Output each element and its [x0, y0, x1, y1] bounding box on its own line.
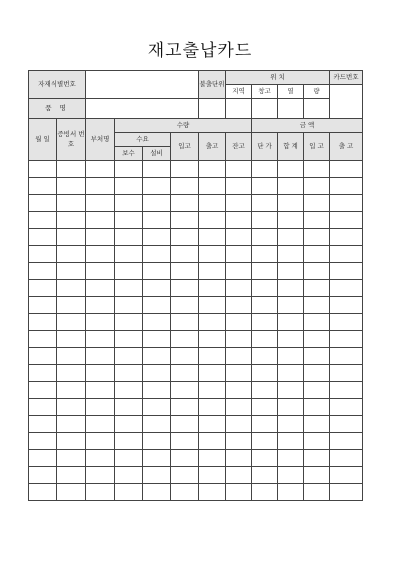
receipt-cell[interactable]: [171, 348, 199, 365]
receipt-cell[interactable]: [171, 450, 199, 467]
supplement-cell[interactable]: [115, 280, 143, 297]
ledger-row: [29, 229, 363, 246]
voucher-cell[interactable]: [57, 399, 86, 416]
ledger-row: [29, 178, 363, 195]
supplement-cell[interactable]: [115, 416, 143, 433]
amount-issue-label: 출 고: [330, 133, 363, 161]
ledger-row: [29, 365, 363, 382]
column-label: 열: [278, 85, 304, 99]
supplement-cell[interactable]: [115, 399, 143, 416]
region-field[interactable]: [226, 99, 252, 119]
stock-cell[interactable]: [226, 416, 252, 433]
date-cell[interactable]: [29, 314, 57, 331]
unit-price-cell[interactable]: [252, 450, 278, 467]
id-number-label: 자재식별번호: [29, 71, 86, 99]
date-cell[interactable]: [29, 297, 57, 314]
unit-price-cell[interactable]: [252, 365, 278, 382]
amount-issue-cell[interactable]: [330, 433, 363, 450]
amount-receipt-cell[interactable]: [304, 280, 330, 297]
date-label: 월 일: [29, 119, 57, 161]
voucher-cell[interactable]: [57, 331, 86, 348]
unit-price-cell[interactable]: [252, 314, 278, 331]
amount-receipt-cell[interactable]: [304, 229, 330, 246]
department-cell[interactable]: [86, 246, 115, 263]
receipt-cell[interactable]: [171, 229, 199, 246]
receipt-cell[interactable]: [171, 263, 199, 280]
department-cell[interactable]: [86, 178, 115, 195]
equipment-cell[interactable]: [143, 161, 171, 178]
ledger-row: [29, 212, 363, 229]
department-label: 부처명: [86, 119, 115, 161]
unit-price-cell[interactable]: [252, 416, 278, 433]
amount-receipt-cell[interactable]: [304, 331, 330, 348]
ledger-row: [29, 195, 363, 212]
amount-receipt-cell[interactable]: [304, 297, 330, 314]
amount-receipt-cell[interactable]: [304, 314, 330, 331]
date-cell[interactable]: [29, 212, 57, 229]
unit-price-cell[interactable]: [252, 212, 278, 229]
amount-issue-cell[interactable]: [330, 229, 363, 246]
department-cell[interactable]: [86, 348, 115, 365]
department-cell[interactable]: [86, 331, 115, 348]
total-cell[interactable]: [278, 331, 304, 348]
amount-receipt-cell[interactable]: [304, 161, 330, 178]
amount-issue-cell[interactable]: [330, 161, 363, 178]
stock-cell[interactable]: [226, 178, 252, 195]
department-cell[interactable]: [86, 382, 115, 399]
department-cell[interactable]: [86, 433, 115, 450]
date-cell[interactable]: [29, 246, 57, 263]
supplement-cell[interactable]: [115, 331, 143, 348]
supplement-label: 보수: [115, 147, 143, 161]
stock-cell[interactable]: [226, 450, 252, 467]
amount-issue-cell[interactable]: [330, 263, 363, 280]
unit-price-label: 단 가: [252, 133, 278, 161]
voucher-cell[interactable]: [57, 178, 86, 195]
supplement-cell[interactable]: [115, 297, 143, 314]
stock-cell[interactable]: [226, 365, 252, 382]
supplement-cell[interactable]: [115, 161, 143, 178]
amount-receipt-cell[interactable]: [304, 399, 330, 416]
issue-cell[interactable]: [199, 399, 226, 416]
stock-cell[interactable]: [226, 161, 252, 178]
amount-issue-cell[interactable]: [330, 178, 363, 195]
card-number-label: 카드번호: [330, 71, 363, 85]
equipment-cell[interactable]: [143, 467, 171, 484]
unit-price-cell[interactable]: [252, 280, 278, 297]
issue-label: 출고: [199, 133, 226, 161]
warehouse-field[interactable]: [252, 99, 278, 119]
department-cell[interactable]: [86, 467, 115, 484]
total-cell[interactable]: [278, 416, 304, 433]
ledger-row: [29, 280, 363, 297]
date-cell[interactable]: [29, 195, 57, 212]
issue-cell[interactable]: [199, 433, 226, 450]
issue-cell[interactable]: [199, 263, 226, 280]
date-cell[interactable]: [29, 467, 57, 484]
total-cell[interactable]: [278, 229, 304, 246]
id-number-field[interactable]: [86, 71, 199, 99]
department-cell[interactable]: [86, 161, 115, 178]
total-cell[interactable]: [278, 314, 304, 331]
department-cell[interactable]: [86, 212, 115, 229]
unit-price-cell[interactable]: [252, 178, 278, 195]
total-cell[interactable]: [278, 348, 304, 365]
issue-cell[interactable]: [199, 450, 226, 467]
amount-receipt-cell[interactable]: [304, 416, 330, 433]
equipment-cell[interactable]: [143, 314, 171, 331]
supplement-cell[interactable]: [115, 229, 143, 246]
department-cell[interactable]: [86, 229, 115, 246]
amount-issue-cell[interactable]: [330, 399, 363, 416]
supplement-cell[interactable]: [115, 246, 143, 263]
amount-receipt-cell[interactable]: [304, 450, 330, 467]
receipt-cell[interactable]: [171, 416, 199, 433]
equipment-label: 설비: [143, 147, 171, 161]
amount-issue-cell[interactable]: [330, 348, 363, 365]
equipment-cell[interactable]: [143, 365, 171, 382]
equipment-cell[interactable]: [143, 297, 171, 314]
supplement-cell[interactable]: [115, 484, 143, 501]
column-field[interactable]: [278, 99, 304, 119]
equipment-cell[interactable]: [143, 484, 171, 501]
amount-receipt-cell[interactable]: [304, 348, 330, 365]
total-cell[interactable]: [278, 382, 304, 399]
amount-receipt-cell[interactable]: [304, 263, 330, 280]
amount-issue-cell[interactable]: [330, 246, 363, 263]
amount-receipt-cell[interactable]: [304, 212, 330, 229]
unit-price-cell[interactable]: [252, 348, 278, 365]
amount-receipt-cell[interactable]: [304, 467, 330, 484]
amount-group-label: 금 액: [252, 119, 363, 133]
stock-cell[interactable]: [226, 229, 252, 246]
amount-issue-cell[interactable]: [330, 382, 363, 399]
date-cell[interactable]: [29, 382, 57, 399]
issue-cell[interactable]: [199, 365, 226, 382]
date-cell[interactable]: [29, 229, 57, 246]
voucher-cell[interactable]: [57, 484, 86, 501]
unit-price-cell[interactable]: [252, 433, 278, 450]
amount-receipt-cell[interactable]: [304, 484, 330, 501]
receipt-cell[interactable]: [171, 484, 199, 501]
total-cell[interactable]: [278, 399, 304, 416]
equipment-cell[interactable]: [143, 280, 171, 297]
issue-cell[interactable]: [199, 348, 226, 365]
stock-cell[interactable]: [226, 467, 252, 484]
location-label: 위 치: [226, 71, 330, 85]
ledger-row: [29, 331, 363, 348]
demand-label: 수요: [115, 133, 171, 147]
equipment-cell[interactable]: [143, 433, 171, 450]
amount-issue-cell[interactable]: [330, 331, 363, 348]
receipt-cell[interactable]: [171, 399, 199, 416]
issue-cell[interactable]: [199, 229, 226, 246]
issue-cell[interactable]: [199, 212, 226, 229]
total-cell[interactable]: [278, 212, 304, 229]
amount-issue-cell[interactable]: [330, 450, 363, 467]
equipment-cell[interactable]: [143, 382, 171, 399]
amount-receipt-cell[interactable]: [304, 178, 330, 195]
unit-price-cell[interactable]: [252, 246, 278, 263]
total-cell[interactable]: [278, 365, 304, 382]
department-cell[interactable]: [86, 399, 115, 416]
stock-cell[interactable]: [226, 297, 252, 314]
ledger-row: [29, 314, 363, 331]
date-cell[interactable]: [29, 161, 57, 178]
voucher-cell[interactable]: [57, 229, 86, 246]
tier-field[interactable]: [304, 99, 330, 119]
total-cell[interactable]: [278, 280, 304, 297]
unit-price-cell[interactable]: [252, 382, 278, 399]
amount-receipt-label: 입 고: [304, 133, 330, 161]
supplement-cell[interactable]: [115, 467, 143, 484]
issue-cell[interactable]: [199, 195, 226, 212]
amount-issue-cell[interactable]: [330, 195, 363, 212]
amount-issue-cell[interactable]: [330, 212, 363, 229]
voucher-cell[interactable]: [57, 467, 86, 484]
stock-cell[interactable]: [226, 399, 252, 416]
receipt-cell[interactable]: [171, 246, 199, 263]
region-label: 지역: [226, 85, 252, 99]
warehouse-label: 창고: [252, 85, 278, 99]
issue-cell[interactable]: [199, 416, 226, 433]
unit-price-cell[interactable]: [252, 484, 278, 501]
issue-cell[interactable]: [199, 297, 226, 314]
ledger-row: [29, 161, 363, 178]
unit-price-cell[interactable]: [252, 297, 278, 314]
ledger-row: [29, 382, 363, 399]
voucher-cell[interactable]: [57, 195, 86, 212]
voucher-cell[interactable]: [57, 263, 86, 280]
issue-cell[interactable]: [199, 314, 226, 331]
voucher-cell[interactable]: [57, 314, 86, 331]
department-cell[interactable]: [86, 484, 115, 501]
amount-issue-cell[interactable]: [330, 314, 363, 331]
date-cell[interactable]: [29, 263, 57, 280]
voucher-cell[interactable]: [57, 365, 86, 382]
stock-cell[interactable]: [226, 212, 252, 229]
stock-cell[interactable]: [226, 433, 252, 450]
ledger-row: [29, 467, 363, 484]
unit-price-cell[interactable]: [252, 195, 278, 212]
receipt-cell[interactable]: [171, 365, 199, 382]
issue-cell[interactable]: [199, 178, 226, 195]
stock-cell[interactable]: [226, 382, 252, 399]
date-cell[interactable]: [29, 280, 57, 297]
amount-receipt-cell[interactable]: [304, 195, 330, 212]
ledger-row: [29, 246, 363, 263]
total-cell[interactable]: [278, 484, 304, 501]
ledger-row: [29, 450, 363, 467]
quantity-group-label: 수량: [115, 119, 252, 133]
unit-price-cell[interactable]: [252, 467, 278, 484]
total-cell[interactable]: [278, 195, 304, 212]
department-cell[interactable]: [86, 297, 115, 314]
unit-price-cell[interactable]: [252, 399, 278, 416]
receipt-cell[interactable]: [171, 314, 199, 331]
stock-cell[interactable]: [226, 195, 252, 212]
voucher-cell[interactable]: [57, 280, 86, 297]
issue-cell[interactable]: [199, 382, 226, 399]
voucher-cell[interactable]: [57, 433, 86, 450]
supplement-cell[interactable]: [115, 195, 143, 212]
department-cell[interactable]: [86, 450, 115, 467]
date-cell[interactable]: [29, 365, 57, 382]
unit-label: 불출단위: [199, 71, 226, 99]
amount-issue-cell[interactable]: [330, 416, 363, 433]
supplement-cell[interactable]: [115, 314, 143, 331]
ledger-row: [29, 263, 363, 280]
voucher-cell[interactable]: [57, 246, 86, 263]
inventory-card-form: [28, 70, 363, 501]
receipt-cell[interactable]: [171, 467, 199, 484]
voucher-cell[interactable]: [57, 382, 86, 399]
total-cell[interactable]: [278, 246, 304, 263]
item-name-field[interactable]: [86, 99, 199, 119]
total-label: 합 계: [278, 133, 304, 161]
department-cell[interactable]: [86, 314, 115, 331]
total-cell[interactable]: [278, 467, 304, 484]
ledger-row: [29, 484, 363, 501]
item-name-label: 품 명: [29, 99, 86, 119]
unit-field[interactable]: [199, 99, 226, 119]
voucher-cell[interactable]: [57, 297, 86, 314]
receipt-cell[interactable]: [171, 297, 199, 314]
supplement-cell[interactable]: [115, 263, 143, 280]
date-cell[interactable]: [29, 450, 57, 467]
total-cell[interactable]: [278, 263, 304, 280]
receipt-label: 입고: [171, 133, 199, 161]
amount-issue-cell[interactable]: [330, 467, 363, 484]
receipt-cell[interactable]: [171, 433, 199, 450]
stock-cell[interactable]: [226, 484, 252, 501]
receipt-cell[interactable]: [171, 212, 199, 229]
unit-price-cell[interactable]: [252, 161, 278, 178]
supplement-cell[interactable]: [115, 450, 143, 467]
stock-cell[interactable]: [226, 348, 252, 365]
equipment-cell[interactable]: [143, 212, 171, 229]
department-cell[interactable]: [86, 416, 115, 433]
department-cell[interactable]: [86, 365, 115, 382]
ledger-row: [29, 416, 363, 433]
receipt-cell[interactable]: [171, 331, 199, 348]
receipt-cell[interactable]: [171, 195, 199, 212]
equipment-cell[interactable]: [143, 263, 171, 280]
amount-receipt-cell[interactable]: [304, 365, 330, 382]
voucher-label: 증빙서 번호: [57, 119, 86, 161]
unit-price-cell[interactable]: [252, 263, 278, 280]
date-cell[interactable]: [29, 348, 57, 365]
receipt-cell[interactable]: [171, 382, 199, 399]
issue-cell[interactable]: [199, 467, 226, 484]
supplement-cell[interactable]: [115, 365, 143, 382]
stock-cell[interactable]: [226, 331, 252, 348]
equipment-cell[interactable]: [143, 331, 171, 348]
voucher-cell[interactable]: [57, 416, 86, 433]
total-cell[interactable]: [278, 450, 304, 467]
voucher-cell[interactable]: [57, 161, 86, 178]
ledger-rows: [29, 161, 363, 501]
stock-cell[interactable]: [226, 246, 252, 263]
ledger-row: [29, 399, 363, 416]
issue-cell[interactable]: [199, 246, 226, 263]
date-cell[interactable]: [29, 331, 57, 348]
amount-issue-cell[interactable]: [330, 297, 363, 314]
stock-cell[interactable]: [226, 263, 252, 280]
amount-receipt-cell[interactable]: [304, 433, 330, 450]
equipment-cell[interactable]: [143, 246, 171, 263]
unit-price-cell[interactable]: [252, 229, 278, 246]
amount-receipt-cell[interactable]: [304, 382, 330, 399]
total-cell[interactable]: [278, 297, 304, 314]
stock-cell[interactable]: [226, 280, 252, 297]
issue-cell[interactable]: [199, 331, 226, 348]
equipment-cell[interactable]: [143, 195, 171, 212]
equipment-cell[interactable]: [143, 229, 171, 246]
supplement-cell[interactable]: [115, 348, 143, 365]
supplement-cell[interactable]: [115, 382, 143, 399]
ledger-row: [29, 348, 363, 365]
amount-receipt-cell[interactable]: [304, 246, 330, 263]
department-cell[interactable]: [86, 263, 115, 280]
equipment-cell[interactable]: [143, 178, 171, 195]
date-cell[interactable]: [29, 178, 57, 195]
supplement-cell[interactable]: [115, 433, 143, 450]
stock-cell[interactable]: [226, 314, 252, 331]
equipment-cell[interactable]: [143, 348, 171, 365]
equipment-cell[interactable]: [143, 399, 171, 416]
document-title: 재고출납카드: [147, 41, 253, 61]
equipment-cell[interactable]: [143, 416, 171, 433]
supplement-cell[interactable]: [115, 212, 143, 229]
stock-label: 잔고: [226, 133, 252, 161]
voucher-cell[interactable]: [57, 348, 86, 365]
issue-cell[interactable]: [199, 484, 226, 501]
issue-cell[interactable]: [199, 280, 226, 297]
date-cell[interactable]: [29, 484, 57, 501]
receipt-cell[interactable]: [171, 161, 199, 178]
unit-price-cell[interactable]: [252, 331, 278, 348]
date-cell[interactable]: [29, 416, 57, 433]
supplement-cell[interactable]: [115, 178, 143, 195]
total-cell[interactable]: [278, 178, 304, 195]
department-cell[interactable]: [86, 195, 115, 212]
voucher-cell[interactable]: [57, 450, 86, 467]
ledger-row: [29, 433, 363, 450]
receipt-cell[interactable]: [171, 178, 199, 195]
amount-issue-cell[interactable]: [330, 484, 363, 501]
voucher-cell[interactable]: [57, 212, 86, 229]
tier-label: 량: [304, 85, 330, 99]
receipt-cell[interactable]: [171, 280, 199, 297]
total-cell[interactable]: [278, 433, 304, 450]
ledger-row: [29, 297, 363, 314]
amount-issue-cell[interactable]: [330, 280, 363, 297]
amount-issue-cell[interactable]: [330, 365, 363, 382]
issue-cell[interactable]: [199, 161, 226, 178]
date-cell[interactable]: [29, 399, 57, 416]
card-number-field[interactable]: [330, 85, 363, 119]
date-cell[interactable]: [29, 433, 57, 450]
total-cell[interactable]: [278, 161, 304, 178]
equipment-cell[interactable]: [143, 450, 171, 467]
department-cell[interactable]: [86, 280, 115, 297]
